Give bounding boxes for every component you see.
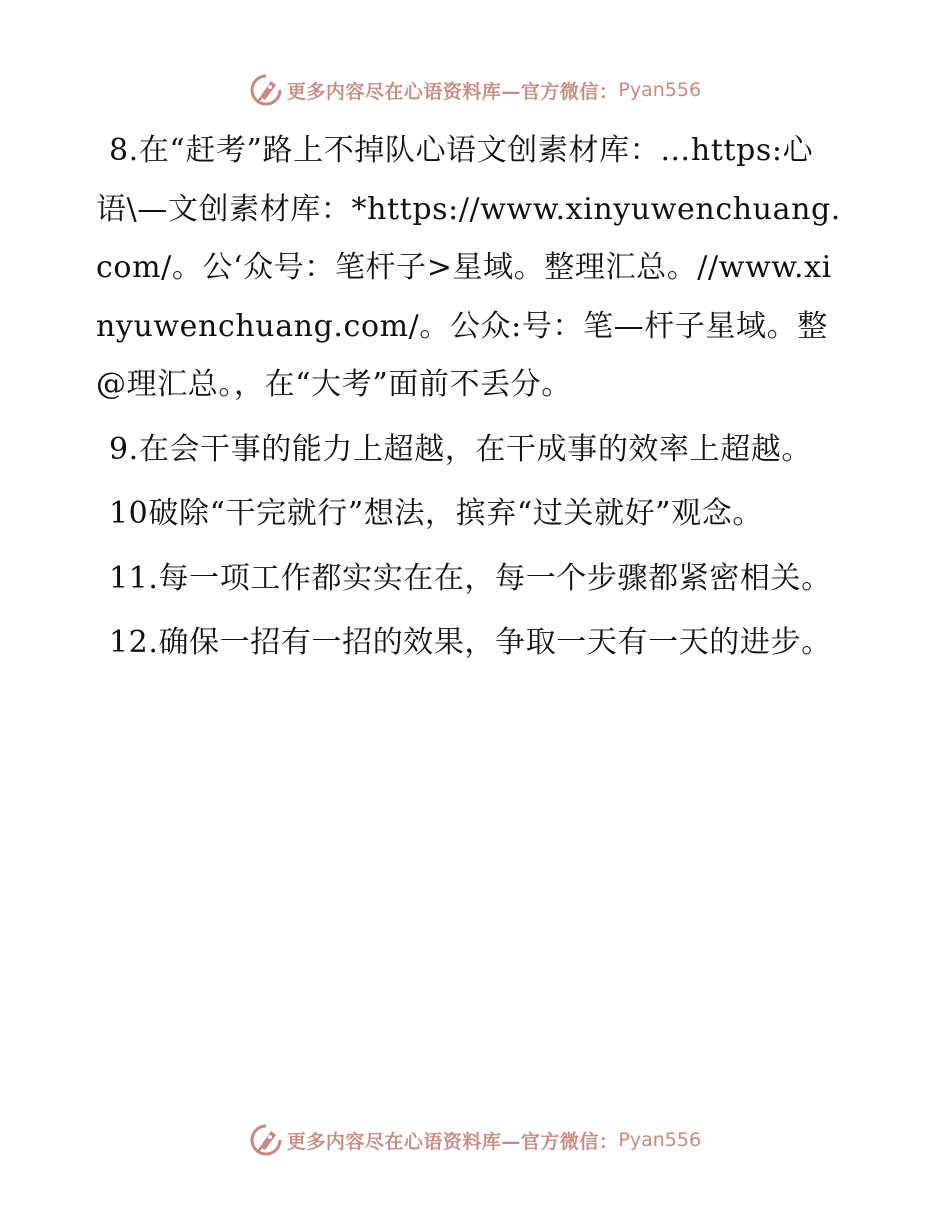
header-banner	[0, 70, 950, 110]
document-body	[96, 122, 841, 679]
footer-banner-text: 更多内容尽在心语资料库—官方微信：	[286, 1130, 619, 1153]
paragraph-11: 11.每一项工作都实实在在，每一个步骤都紧密相关。	[109, 560, 832, 596]
pen-nib-icon	[249, 1123, 283, 1157]
paragraph-12: 12.确保一招有一招的效果，争取一天有一天的进步。	[109, 625, 832, 660]
paragraph-10: 10破除“干完就行”想法，摈弃“过关就好”观念。	[109, 496, 763, 531]
paragraph-9: 9.在会干事的能力上超越，在干成事的效率上超越。	[109, 431, 813, 467]
footer-banner-wechat-id: Pyan556	[618, 1129, 702, 1151]
footer-banner	[0, 1120, 950, 1160]
pen-nib-icon	[249, 73, 283, 107]
banner-wechat-id: Pyan556	[618, 79, 702, 101]
paragraph-8: 8.在“赶考”路上不掉队心语文创素材库：…https:心语\—文创素材库：*https://www.xinyuwenchuang.com/。公‘众号：笔杆子>星域。整理汇总。//www.xinyuwenchuang.com/。公众:号：笔—杆子星域。整@理汇总。，在“大考”面前不丢分。	[96, 133, 841, 402]
banner-text: 更多内容尽在心语资料库—官方微信：	[286, 80, 619, 103]
